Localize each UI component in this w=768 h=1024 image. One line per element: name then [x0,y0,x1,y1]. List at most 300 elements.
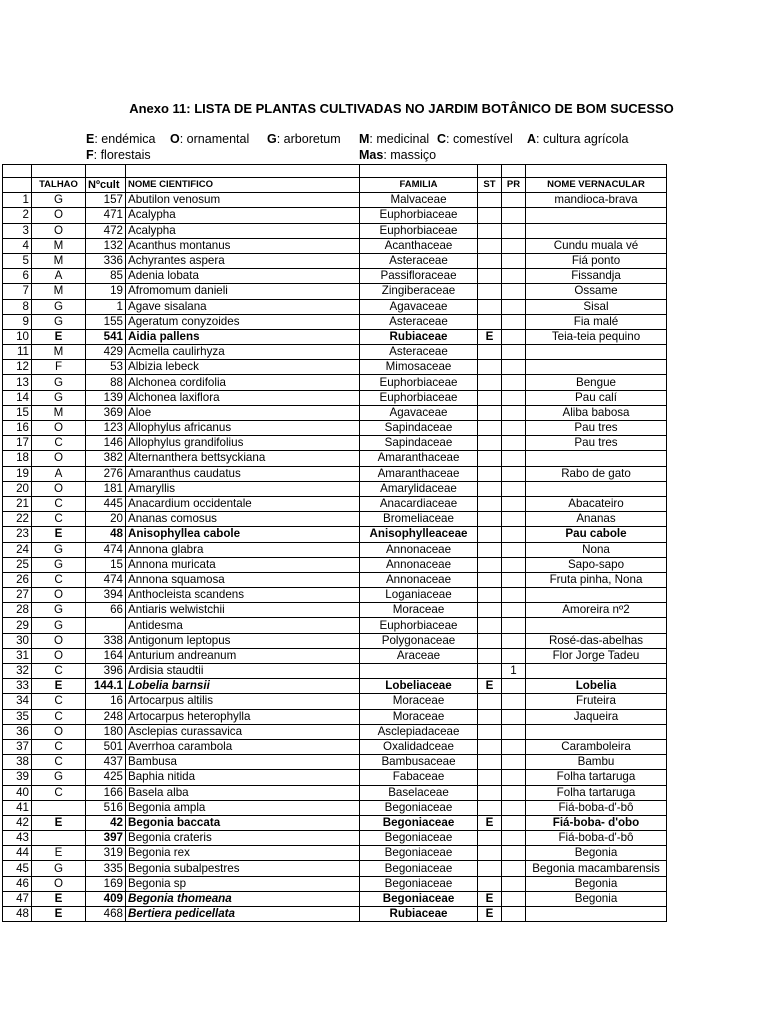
family-cell: Sapindaceae [360,436,478,451]
pr-cell [502,557,526,572]
legend-florestais: F: florestais [86,148,151,162]
vernacular-name-cell: Lobelia [526,679,667,694]
talhao-cell: O [32,588,86,603]
ncult-cell: 66 [86,603,126,618]
row-index: 36 [3,724,32,739]
talhao-cell: C [32,785,86,800]
pr-cell [502,345,526,360]
table-row [3,390,667,405]
ncult-cell: 132 [86,238,126,253]
vernacular-name-cell: mandioca-brava [526,193,667,208]
talhao-cell: E [32,329,86,344]
family-cell: Acanthaceae [360,238,478,253]
row-index: 43 [3,831,32,846]
ncult-cell: 396 [86,664,126,679]
st-cell [478,223,502,238]
talhao-cell: O [32,451,86,466]
scientific-name-cell: Ageratum conyzoides [126,314,360,329]
pr-cell [502,512,526,527]
ncult-cell: 85 [86,269,126,284]
scientific-name-cell: Amaranthus caudatus [126,466,360,481]
pr-cell [502,481,526,496]
ncult-cell: 20 [86,512,126,527]
vernacular-name-cell: Fissandja [526,269,667,284]
table-row [3,436,667,451]
scientific-name-cell: Aidia pallens [126,329,360,344]
st-cell [478,557,502,572]
scientific-name-cell: Afromomum danieli [126,284,360,299]
vernacular-name-cell: Caramboleira [526,739,667,754]
st-cell: E [478,329,502,344]
st-cell [478,770,502,785]
talhao-cell: O [32,876,86,891]
st-cell: E [478,815,502,830]
vernacular-name-cell: Ananas [526,512,667,527]
scientific-name-cell: Alchonea cordifolia [126,375,360,390]
st-cell [478,618,502,633]
ncult-cell: 319 [86,846,126,861]
st-cell [478,421,502,436]
table-spacer-row [3,165,667,178]
table-row [3,755,667,770]
row-index: 40 [3,785,32,800]
vernacular-name-cell: Jaqueira [526,709,667,724]
ncult-cell: 369 [86,405,126,420]
row-index: 13 [3,375,32,390]
family-cell: Polygonaceae [360,633,478,648]
ncult-cell: 425 [86,770,126,785]
ncult-cell: 474 [86,542,126,557]
table-row [3,724,667,739]
talhao-cell: C [32,694,86,709]
table-row [3,360,667,375]
ncult-cell: 516 [86,800,126,815]
row-index: 15 [3,405,32,420]
talhao-cell: O [32,208,86,223]
header-nome-vernacular: NOME VERNACULAR [526,178,667,193]
talhao-cell: M [32,253,86,268]
header-pr: PR [502,178,526,193]
family-cell: Amaranthaceae [360,451,478,466]
row-index: 9 [3,314,32,329]
table-row [3,739,667,754]
ncult-cell: 15 [86,557,126,572]
vernacular-name-cell: Begonia [526,876,667,891]
st-cell [478,208,502,223]
ncult-cell: 468 [86,907,126,922]
talhao-cell: C [32,664,86,679]
scientific-name-cell: Bambusa [126,755,360,770]
family-cell: Begoniaceae [360,800,478,815]
family-cell: Euphorbiaceae [360,618,478,633]
vernacular-name-cell: Nona [526,542,667,557]
talhao-cell [32,831,86,846]
talhao-cell: M [32,345,86,360]
talhao-cell: E [32,679,86,694]
talhao-cell: G [32,557,86,572]
row-index: 21 [3,496,32,511]
talhao-cell: C [32,436,86,451]
scientific-name-cell: Aloe [126,405,360,420]
st-cell: E [478,907,502,922]
table-row [3,481,667,496]
scientific-name-cell: Begonia thomeana [126,891,360,906]
pr-cell [502,421,526,436]
vernacular-name-cell [526,588,667,603]
family-cell: Amaranthaceae [360,466,478,481]
scientific-name-cell: Anacardium occidentale [126,496,360,511]
family-cell: Rubiaceae [360,907,478,922]
scientific-name-cell: Acalypha [126,223,360,238]
st-cell [478,238,502,253]
row-index: 17 [3,436,32,451]
family-cell: Loganiaceae [360,588,478,603]
talhao-cell: M [32,238,86,253]
row-index: 31 [3,648,32,663]
scientific-name-cell: Anturium andreanum [126,648,360,663]
legend-cultura-agricola: A: cultura agrícola [527,132,629,146]
ncult-cell: 474 [86,572,126,587]
pr-cell [502,405,526,420]
family-cell: Annonaceae [360,572,478,587]
row-index: 46 [3,876,32,891]
vernacular-name-cell: Fiá ponto [526,253,667,268]
pr-cell [502,314,526,329]
family-cell: Asteraceae [360,345,478,360]
st-cell [478,603,502,618]
st-cell [478,755,502,770]
talhao-cell: G [32,861,86,876]
vernacular-name-cell: Pau cabole [526,527,667,542]
table-row [3,253,667,268]
ncult-cell: 382 [86,451,126,466]
family-cell: Moraceae [360,694,478,709]
st-cell [478,345,502,360]
st-cell [478,375,502,390]
table-row [3,193,667,208]
st-cell [478,512,502,527]
row-index: 1 [3,193,32,208]
table-row [3,891,667,906]
family-cell: Begoniaceae [360,861,478,876]
row-index: 39 [3,770,32,785]
pr-cell [502,253,526,268]
scientific-name-cell: Begonia baccata [126,815,360,830]
family-cell: Begoniaceae [360,831,478,846]
table-row [3,527,667,542]
st-cell [478,193,502,208]
family-cell: Agavaceae [360,405,478,420]
st-cell [478,876,502,891]
table-row [3,831,667,846]
ncult-cell: 164 [86,648,126,663]
scientific-name-cell: Albizia lebeck [126,360,360,375]
family-cell: Euphorbiaceae [360,375,478,390]
talhao-cell: G [32,618,86,633]
ncult-cell: 335 [86,861,126,876]
st-cell [478,664,502,679]
st-cell: E [478,891,502,906]
talhao-cell: M [32,405,86,420]
vernacular-name-cell: Bambu [526,755,667,770]
row-index: 23 [3,527,32,542]
ncult-cell: 471 [86,208,126,223]
st-cell [478,253,502,268]
pr-cell [502,284,526,299]
talhao-cell: C [32,572,86,587]
vernacular-name-cell: Flor Jorge Tadeu [526,648,667,663]
pr-cell [502,451,526,466]
family-cell: Bambusaceae [360,755,478,770]
vernacular-name-cell [526,664,667,679]
vernacular-name-cell [526,360,667,375]
scientific-name-cell: Amaryllis [126,481,360,496]
family-cell: Euphorbiaceae [360,390,478,405]
scientific-name-cell: Antidesma [126,618,360,633]
pr-cell [502,846,526,861]
row-index: 25 [3,557,32,572]
scientific-name-cell: Begonia sp [126,876,360,891]
row-index: 28 [3,603,32,618]
st-cell [478,785,502,800]
row-index: 27 [3,588,32,603]
row-index: 33 [3,679,32,694]
scientific-name-cell: Alchonea laxiflora [126,390,360,405]
table-row [3,542,667,557]
table-row [3,405,667,420]
row-index: 26 [3,572,32,587]
table-row [3,709,667,724]
pr-cell [502,891,526,906]
st-cell [478,390,502,405]
scientific-name-cell: Acalypha [126,208,360,223]
scientific-name-cell: Allophylus africanus [126,421,360,436]
family-cell: Annonaceae [360,557,478,572]
pr-cell: 1 [502,664,526,679]
vernacular-name-cell: Fiá-boba-d'-bô [526,800,667,815]
vernacular-name-cell [526,451,667,466]
st-cell [478,360,502,375]
talhao-cell: A [32,269,86,284]
scientific-name-cell: Begonia rex [126,846,360,861]
family-cell: Moraceae [360,603,478,618]
ncult-cell: 276 [86,466,126,481]
ncult-cell: 541 [86,329,126,344]
row-index: 44 [3,846,32,861]
vernacular-name-cell: Folha tartaruga [526,785,667,800]
vernacular-name-cell: Aliba babosa [526,405,667,420]
row-index: 22 [3,512,32,527]
table-row [3,648,667,663]
vernacular-name-cell: Folha tartaruga [526,770,667,785]
st-cell [478,299,502,314]
talhao-cell: C [32,709,86,724]
talhao-cell: E [32,907,86,922]
family-cell: Lobeliaceae [360,679,478,694]
vernacular-name-cell: Begonia [526,846,667,861]
family-cell [360,664,478,679]
vernacular-name-cell: Fiá-boba-d'-bô [526,831,667,846]
talhao-cell: A [32,466,86,481]
ncult-cell: 248 [86,709,126,724]
st-cell [478,694,502,709]
scientific-name-cell: Agave sisalana [126,299,360,314]
vernacular-name-cell [526,208,667,223]
family-cell: Baselaceae [360,785,478,800]
vernacular-name-cell: Rosé-das-abelhas [526,633,667,648]
scientific-name-cell: Alternanthera bettsyckiana [126,451,360,466]
pr-cell [502,542,526,557]
pr-cell [502,679,526,694]
table-row [3,694,667,709]
plants-table [2,164,667,922]
scientific-name-cell: Asclepias curassavica [126,724,360,739]
st-cell [478,572,502,587]
vernacular-name-cell: Ossame [526,284,667,299]
family-cell: Begoniaceae [360,876,478,891]
scientific-name-cell: Anisophyllea cabole [126,527,360,542]
vernacular-name-cell: Sapo-sapo [526,557,667,572]
family-cell: Mimosaceae [360,360,478,375]
ncult-cell: 1 [86,299,126,314]
ncult-cell: 157 [86,193,126,208]
family-cell: Fabaceae [360,770,478,785]
row-index: 48 [3,907,32,922]
talhao-cell: E [32,891,86,906]
vernacular-name-cell [526,223,667,238]
ncult-cell: 409 [86,891,126,906]
family-cell: Euphorbiaceae [360,223,478,238]
vernacular-name-cell: Bengue [526,375,667,390]
family-cell: Asteraceae [360,253,478,268]
ncult-cell: 394 [86,588,126,603]
pr-cell [502,694,526,709]
legend-endemica: E: endémica [86,132,156,146]
talhao-cell: G [32,375,86,390]
row-index: 37 [3,739,32,754]
st-cell [478,588,502,603]
row-index: 16 [3,421,32,436]
family-cell: Anacardiaceae [360,496,478,511]
family-cell: Euphorbiaceae [360,208,478,223]
row-index: 29 [3,618,32,633]
family-cell: Passifloraceae [360,269,478,284]
talhao-cell: E [32,527,86,542]
st-cell [478,481,502,496]
ncult-cell: 16 [86,694,126,709]
st-cell [478,846,502,861]
pr-cell [502,496,526,511]
family-cell: Rubiaceae [360,329,478,344]
st-cell [478,709,502,724]
ncult-cell [86,618,126,633]
family-cell: Begoniaceae [360,846,478,861]
row-index: 24 [3,542,32,557]
scientific-name-cell: Acmella caulirhyza [126,345,360,360]
row-index: 7 [3,284,32,299]
vernacular-name-cell: Begonia macambarensis [526,861,667,876]
header-familia: FAMILIA [360,178,478,193]
scientific-name-cell: Allophylus grandifolius [126,436,360,451]
scientific-name-cell: Antigonum leptopus [126,633,360,648]
family-cell: Begoniaceae [360,891,478,906]
ncult-cell: 429 [86,345,126,360]
pr-cell [502,633,526,648]
scientific-name-cell: Ardisia staudtii [126,664,360,679]
table-row [3,588,667,603]
pr-cell [502,815,526,830]
ncult-cell: 397 [86,831,126,846]
pr-cell [502,603,526,618]
pr-cell [502,588,526,603]
pr-cell [502,390,526,405]
table-row [3,451,667,466]
ncult-cell: 139 [86,390,126,405]
family-cell: Asteraceae [360,314,478,329]
pr-cell [502,193,526,208]
table-row [3,861,667,876]
scientific-name-cell: Begonia ampla [126,800,360,815]
header-talhao: TALHAO [32,178,86,193]
table-row [3,846,667,861]
row-index: 30 [3,633,32,648]
ncult-cell: 181 [86,481,126,496]
talhao-cell: O [32,724,86,739]
table-row [3,238,667,253]
family-cell: Asclepiadaceae [360,724,478,739]
st-cell [478,466,502,481]
vernacular-name-cell: Abacateiro [526,496,667,511]
table-row [3,208,667,223]
talhao-cell: C [32,496,86,511]
row-index: 32 [3,664,32,679]
scientific-name-cell: Annona muricata [126,557,360,572]
row-index: 8 [3,299,32,314]
family-cell: Zingiberaceae [360,284,478,299]
scientific-name-cell: Ananas comosus [126,512,360,527]
st-cell [478,269,502,284]
table-row [3,907,667,922]
table-row [3,329,667,344]
pr-cell [502,861,526,876]
pr-cell [502,907,526,922]
vernacular-name-cell: Begonia [526,891,667,906]
table-row [3,421,667,436]
ncult-cell: 169 [86,876,126,891]
table-row [3,785,667,800]
talhao-cell: C [32,512,86,527]
pr-cell [502,648,526,663]
ncult-cell: 155 [86,314,126,329]
talhao-cell: E [32,815,86,830]
row-index: 6 [3,269,32,284]
row-index: 34 [3,694,32,709]
vernacular-name-cell: Fiá-boba- d'obo [526,815,667,830]
scientific-name-cell: Begonia subalpestres [126,861,360,876]
pr-cell [502,876,526,891]
talhao-cell: E [32,846,86,861]
header-index [3,178,32,193]
pr-cell [502,785,526,800]
row-index: 47 [3,891,32,906]
scientific-name-cell: Lobelia barnsii [126,679,360,694]
row-index: 19 [3,466,32,481]
family-cell: Anisophylleaceae [360,527,478,542]
st-cell [478,633,502,648]
vernacular-name-cell: Teia-teia pequino [526,329,667,344]
scientific-name-cell: Annona squamosa [126,572,360,587]
scientific-name-cell: Acanthus montanus [126,238,360,253]
